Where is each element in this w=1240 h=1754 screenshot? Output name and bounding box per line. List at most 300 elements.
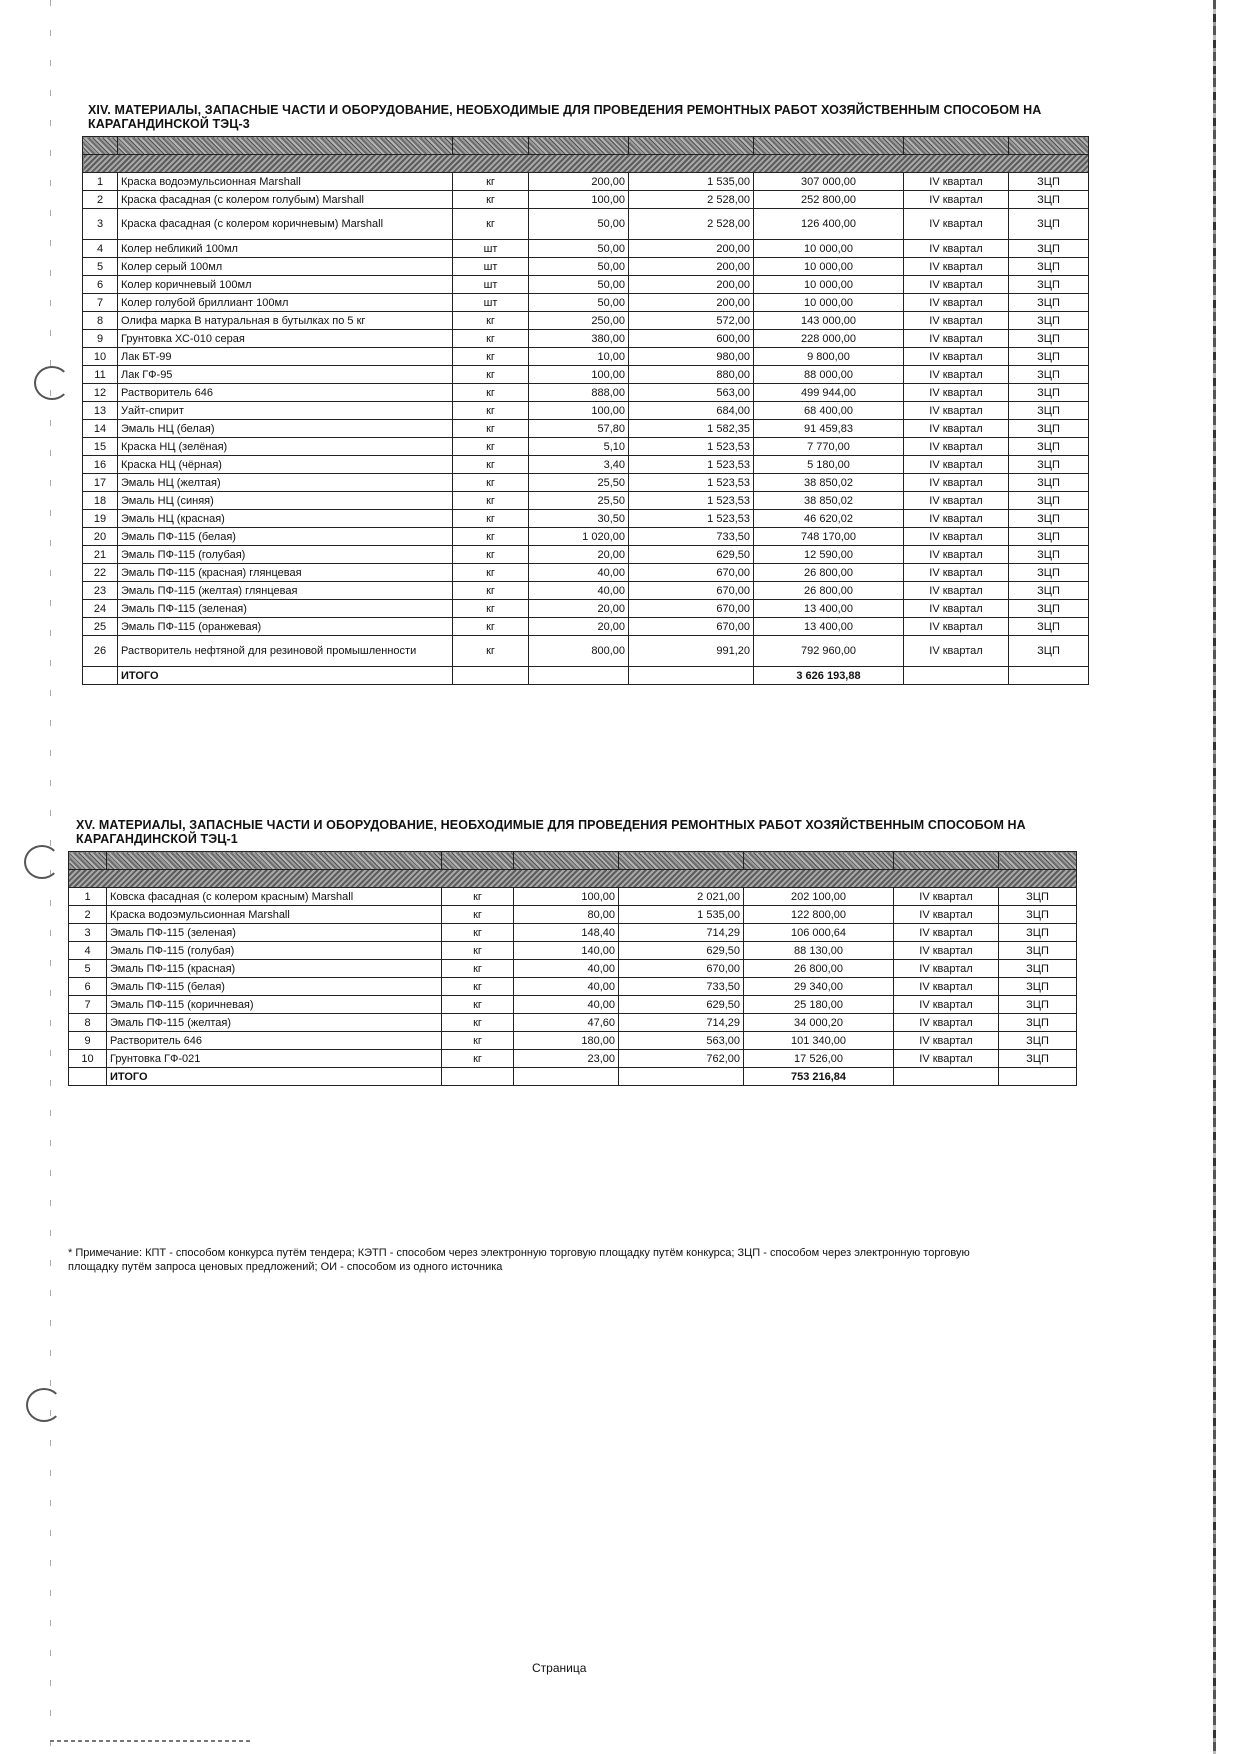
quantity: 20,00 bbox=[529, 600, 629, 618]
table-row bbox=[83, 510, 1089, 528]
table-row bbox=[83, 618, 1089, 636]
unit-price: 762,00 bbox=[619, 1050, 744, 1068]
quantity: 47,60 bbox=[514, 1014, 619, 1032]
amount: 307 000,00 bbox=[754, 173, 904, 191]
procurement-method: ЗЦП bbox=[1009, 528, 1089, 546]
section-14-total-value: 3 626 193,88 bbox=[754, 667, 904, 685]
section-15-group-row bbox=[69, 870, 1077, 888]
item-name: Эмаль ПФ-115 (белая) bbox=[118, 528, 453, 546]
unit-price: 880,00 bbox=[629, 366, 754, 384]
amount: 202 100,00 bbox=[744, 888, 894, 906]
quantity: 40,00 bbox=[514, 960, 619, 978]
table-row bbox=[69, 1014, 1077, 1032]
quantity: 800,00 bbox=[529, 636, 629, 667]
procurement-method: ЗЦП bbox=[1009, 618, 1089, 636]
amount: 7 770,00 bbox=[754, 438, 904, 456]
unit-price: 991,20 bbox=[629, 636, 754, 667]
quantity: 50,00 bbox=[529, 258, 629, 276]
item-name: Эмаль ПФ-115 (зеленая) bbox=[118, 600, 453, 618]
table-row bbox=[83, 438, 1089, 456]
unit: кг bbox=[453, 420, 529, 438]
item-name: Колер серый 100мл bbox=[118, 258, 453, 276]
quantity: 40,00 bbox=[529, 564, 629, 582]
quantity: 30,50 bbox=[529, 510, 629, 528]
unit: кг bbox=[453, 546, 529, 564]
procurement-method: ЗЦП bbox=[1009, 564, 1089, 582]
table-row bbox=[83, 600, 1089, 618]
row-number: 2 bbox=[69, 906, 107, 924]
table-row bbox=[69, 924, 1077, 942]
unit-price: 629,50 bbox=[619, 942, 744, 960]
item-name: Эмаль ПФ-115 (голубая) bbox=[107, 942, 442, 960]
procurement-method: ЗЦП bbox=[999, 1014, 1077, 1032]
item-name: Уайт-спирит bbox=[118, 402, 453, 420]
unit: кг bbox=[453, 173, 529, 191]
period: IV квартал bbox=[904, 209, 1009, 240]
period: IV квартал bbox=[904, 366, 1009, 384]
quantity: 25,50 bbox=[529, 474, 629, 492]
period: IV квартал bbox=[904, 420, 1009, 438]
item-name: Эмаль НЦ (синяя) bbox=[118, 492, 453, 510]
table-row bbox=[69, 978, 1077, 996]
row-number: 6 bbox=[69, 978, 107, 996]
unit: кг bbox=[453, 636, 529, 667]
section-15-table bbox=[68, 851, 1077, 1086]
amount: 91 459,83 bbox=[754, 420, 904, 438]
table-row bbox=[83, 636, 1089, 667]
row-number: 2 bbox=[83, 191, 118, 209]
row-number: 8 bbox=[83, 312, 118, 330]
table-row bbox=[83, 348, 1089, 366]
unit-price: 1 523,53 bbox=[629, 456, 754, 474]
unit: кг bbox=[453, 474, 529, 492]
row-number: 9 bbox=[83, 330, 118, 348]
unit-price: 2 528,00 bbox=[629, 209, 754, 240]
unit: кг bbox=[442, 960, 514, 978]
procurement-method: ЗЦП bbox=[1009, 402, 1089, 420]
period: IV квартал bbox=[904, 600, 1009, 618]
row-number: 26 bbox=[83, 636, 118, 667]
quantity: 380,00 bbox=[529, 330, 629, 348]
page-footer: Страница bbox=[532, 1661, 587, 1675]
unit: кг bbox=[453, 492, 529, 510]
amount: 10 000,00 bbox=[754, 258, 904, 276]
unit-price: 2 528,00 bbox=[629, 191, 754, 209]
quantity: 20,00 bbox=[529, 546, 629, 564]
procurement-method: ЗЦП bbox=[1009, 258, 1089, 276]
section-15-total-label: ИТОГО bbox=[107, 1068, 442, 1086]
row-number: 4 bbox=[83, 240, 118, 258]
period: IV квартал bbox=[904, 456, 1009, 474]
unit: кг bbox=[453, 312, 529, 330]
amount: 68 400,00 bbox=[754, 402, 904, 420]
quantity: 57,80 bbox=[529, 420, 629, 438]
amount: 13 400,00 bbox=[754, 600, 904, 618]
period: IV квартал bbox=[904, 240, 1009, 258]
period: IV квартал bbox=[904, 276, 1009, 294]
section-15-total-value: 753 216,84 bbox=[744, 1068, 894, 1086]
unit-price: 563,00 bbox=[629, 384, 754, 402]
amount: 12 590,00 bbox=[754, 546, 904, 564]
procurement-method: ЗЦП bbox=[999, 960, 1077, 978]
unit-price: 733,50 bbox=[629, 528, 754, 546]
period: IV квартал bbox=[894, 924, 999, 942]
item-name: Эмаль НЦ (белая) bbox=[118, 420, 453, 438]
unit: кг bbox=[442, 888, 514, 906]
row-number: 22 bbox=[83, 564, 118, 582]
section-14-title: XIV. МАТЕРИАЛЫ, ЗАПАСНЫЕ ЧАСТИ И ОБОРУДОВАНИЕ, НЕОБХОДИМЫЕ ДЛЯ ПРОВЕДЕНИЯ РЕМОНТНЫХ РАБОТ ХОЗЯЙСТВЕННЫМ СПОСОБОМ НА КАРАГАНДИНСКОЙ ТЭЦ-3 bbox=[88, 103, 1042, 131]
section-14-group-row bbox=[83, 155, 1089, 173]
quantity: 50,00 bbox=[529, 294, 629, 312]
procurement-method: ЗЦП bbox=[999, 996, 1077, 1014]
period: IV квартал bbox=[904, 636, 1009, 667]
unit: кг bbox=[442, 1014, 514, 1032]
unit: кг bbox=[442, 996, 514, 1014]
procurement-method: ЗЦП bbox=[999, 888, 1077, 906]
item-name: Эмаль ПФ-115 (красная) bbox=[107, 960, 442, 978]
table-row bbox=[83, 546, 1089, 564]
period: IV квартал bbox=[894, 1032, 999, 1050]
amount: 122 800,00 bbox=[744, 906, 894, 924]
period: IV квартал bbox=[904, 173, 1009, 191]
table-row bbox=[69, 906, 1077, 924]
period: IV квартал bbox=[904, 348, 1009, 366]
unit-price: 1 535,00 bbox=[629, 173, 754, 191]
table-row bbox=[69, 1032, 1077, 1050]
row-number: 5 bbox=[69, 960, 107, 978]
item-name: Краска водоэмульсионная Marshall bbox=[118, 173, 453, 191]
table-row bbox=[83, 209, 1089, 240]
unit: кг bbox=[453, 618, 529, 636]
amount: 5 180,00 bbox=[754, 456, 904, 474]
item-name: Эмаль ПФ-115 (белая) bbox=[107, 978, 442, 996]
unit-price: 629,50 bbox=[629, 546, 754, 564]
procurement-method: ЗЦП bbox=[1009, 209, 1089, 240]
quantity: 888,00 bbox=[529, 384, 629, 402]
row-number: 9 bbox=[69, 1032, 107, 1050]
unit: кг bbox=[453, 402, 529, 420]
table-row bbox=[83, 366, 1089, 384]
row-number: 15 bbox=[83, 438, 118, 456]
period: IV квартал bbox=[904, 492, 1009, 510]
row-number: 3 bbox=[69, 924, 107, 942]
unit: кг bbox=[453, 582, 529, 600]
amount: 101 340,00 bbox=[744, 1032, 894, 1050]
amount: 17 526,00 bbox=[744, 1050, 894, 1068]
amount: 26 800,00 bbox=[744, 960, 894, 978]
table-row bbox=[69, 942, 1077, 960]
row-number: 19 bbox=[83, 510, 118, 528]
unit-price: 2 021,00 bbox=[619, 888, 744, 906]
period: IV квартал bbox=[904, 191, 1009, 209]
unit-price: 1 523,53 bbox=[629, 474, 754, 492]
item-name: Краска НЦ (зелёная) bbox=[118, 438, 453, 456]
procurement-method: ЗЦП bbox=[1009, 173, 1089, 191]
table-row bbox=[69, 996, 1077, 1014]
table-row bbox=[83, 258, 1089, 276]
unit: кг bbox=[453, 366, 529, 384]
period: IV квартал bbox=[894, 960, 999, 978]
item-name: Эмаль НЦ (желтая) bbox=[118, 474, 453, 492]
amount: 10 000,00 bbox=[754, 240, 904, 258]
item-name: Эмаль ПФ-115 (красная) глянцевая bbox=[118, 564, 453, 582]
unit-price: 670,00 bbox=[629, 582, 754, 600]
amount: 29 340,00 bbox=[744, 978, 894, 996]
amount: 34 000,20 bbox=[744, 1014, 894, 1032]
quantity: 40,00 bbox=[514, 978, 619, 996]
amount: 499 944,00 bbox=[754, 384, 904, 402]
row-number: 25 bbox=[83, 618, 118, 636]
period: IV квартал bbox=[894, 978, 999, 996]
unit-price: 670,00 bbox=[629, 618, 754, 636]
footnote: * Примечание: КПТ - способом конкурса путём тендера; КЭТП - способом через электронную торговую площадку путём конкурса; ЗЦП - способом через электронную торговую площадку путём запроса ценовых предложений; ОИ - способом из одного источника bbox=[68, 1247, 970, 1273]
row-number: 20 bbox=[83, 528, 118, 546]
table-row bbox=[83, 564, 1089, 582]
item-name: Грунтовка ГФ-021 bbox=[107, 1050, 442, 1068]
quantity: 50,00 bbox=[529, 276, 629, 294]
section-14-header-row bbox=[83, 137, 1089, 155]
item-name: Эмаль ПФ-115 (коричневая) bbox=[107, 996, 442, 1014]
row-number: 8 bbox=[69, 1014, 107, 1032]
amount: 26 800,00 bbox=[754, 564, 904, 582]
unit-price: 684,00 bbox=[629, 402, 754, 420]
item-name: Растворитель 646 bbox=[118, 384, 453, 402]
row-number: 16 bbox=[83, 456, 118, 474]
item-name: Грунтовка ХС-010 серая bbox=[118, 330, 453, 348]
procurement-method: ЗЦП bbox=[1009, 276, 1089, 294]
amount: 143 000,00 bbox=[754, 312, 904, 330]
amount: 88 130,00 bbox=[744, 942, 894, 960]
period: IV квартал bbox=[904, 582, 1009, 600]
table-row bbox=[83, 276, 1089, 294]
unit-price: 200,00 bbox=[629, 294, 754, 312]
procurement-method: ЗЦП bbox=[999, 942, 1077, 960]
item-name: Лак БТ-99 bbox=[118, 348, 453, 366]
amount: 38 850,02 bbox=[754, 492, 904, 510]
quantity: 5,10 bbox=[529, 438, 629, 456]
row-number: 11 bbox=[83, 366, 118, 384]
unit: кг bbox=[453, 456, 529, 474]
procurement-method: ЗЦП bbox=[1009, 384, 1089, 402]
unit-price: 563,00 bbox=[619, 1032, 744, 1050]
procurement-method: ЗЦП bbox=[1009, 240, 1089, 258]
row-number: 14 bbox=[83, 420, 118, 438]
procurement-method: ЗЦП bbox=[999, 906, 1077, 924]
quantity: 100,00 bbox=[529, 366, 629, 384]
unit: кг bbox=[453, 330, 529, 348]
unit-price: 1 523,53 bbox=[629, 438, 754, 456]
amount: 9 800,00 bbox=[754, 348, 904, 366]
section-14-total-row bbox=[83, 667, 1089, 685]
unit-price: 200,00 bbox=[629, 240, 754, 258]
procurement-method: ЗЦП bbox=[1009, 438, 1089, 456]
scan-edge-right bbox=[1213, 0, 1216, 1754]
quantity: 200,00 bbox=[529, 173, 629, 191]
quantity: 50,00 bbox=[529, 209, 629, 240]
period: IV квартал bbox=[904, 510, 1009, 528]
table-row bbox=[83, 173, 1089, 191]
item-name: Растворитель 646 bbox=[107, 1032, 442, 1050]
unit: кг bbox=[442, 1032, 514, 1050]
unit: шт bbox=[453, 276, 529, 294]
row-number: 4 bbox=[69, 942, 107, 960]
table-row bbox=[83, 492, 1089, 510]
punch-hole-mark bbox=[34, 366, 70, 400]
unit-price: 600,00 bbox=[629, 330, 754, 348]
unit: кг bbox=[442, 978, 514, 996]
punch-hole-mark bbox=[26, 1388, 62, 1422]
quantity: 250,00 bbox=[529, 312, 629, 330]
unit-price: 733,50 bbox=[619, 978, 744, 996]
table-row bbox=[69, 1050, 1077, 1068]
section-14-total-label: ИТОГО bbox=[118, 667, 453, 685]
procurement-method: ЗЦП bbox=[1009, 636, 1089, 667]
amount: 126 400,00 bbox=[754, 209, 904, 240]
amount: 26 800,00 bbox=[754, 582, 904, 600]
quantity: 80,00 bbox=[514, 906, 619, 924]
item-name: Олифа марка В натуральная в бутылках по 5 кг bbox=[118, 312, 453, 330]
row-number: 12 bbox=[83, 384, 118, 402]
unit: кг bbox=[453, 600, 529, 618]
period: IV квартал bbox=[894, 888, 999, 906]
procurement-method: ЗЦП bbox=[1009, 492, 1089, 510]
period: IV квартал bbox=[894, 942, 999, 960]
item-name: Эмаль ПФ-115 (желтая) глянцевая bbox=[118, 582, 453, 600]
table-row bbox=[83, 474, 1089, 492]
item-name: Колер голубой бриллиант 100мл bbox=[118, 294, 453, 312]
quantity: 40,00 bbox=[529, 582, 629, 600]
table-row bbox=[83, 384, 1089, 402]
unit-price: 1 535,00 bbox=[619, 906, 744, 924]
table-row bbox=[83, 420, 1089, 438]
unit-price: 670,00 bbox=[629, 600, 754, 618]
quantity: 40,00 bbox=[514, 996, 619, 1014]
period: IV квартал bbox=[904, 402, 1009, 420]
table-row bbox=[83, 191, 1089, 209]
unit-price: 1 523,53 bbox=[629, 492, 754, 510]
unit: кг bbox=[453, 528, 529, 546]
procurement-method: ЗЦП bbox=[1009, 330, 1089, 348]
quantity: 25,50 bbox=[529, 492, 629, 510]
quantity: 50,00 bbox=[529, 240, 629, 258]
period: IV квартал bbox=[904, 294, 1009, 312]
period: IV квартал bbox=[904, 330, 1009, 348]
row-number: 7 bbox=[69, 996, 107, 1014]
procurement-method: ЗЦП bbox=[1009, 312, 1089, 330]
punch-hole-mark bbox=[24, 845, 60, 879]
procurement-method: ЗЦП bbox=[1009, 191, 1089, 209]
quantity: 3,40 bbox=[529, 456, 629, 474]
row-number: 3 bbox=[83, 209, 118, 240]
table-row bbox=[83, 402, 1089, 420]
scan-artifact-bottom bbox=[50, 1740, 250, 1742]
unit-price: 714,29 bbox=[619, 1014, 744, 1032]
period: IV квартал bbox=[904, 528, 1009, 546]
item-name: Краска фасадная (с колером коричневым) Marshall bbox=[118, 209, 453, 240]
row-number: 10 bbox=[69, 1050, 107, 1068]
period: IV квартал bbox=[894, 996, 999, 1014]
unit-price: 200,00 bbox=[629, 258, 754, 276]
amount: 38 850,02 bbox=[754, 474, 904, 492]
table-row bbox=[83, 528, 1089, 546]
unit: шт bbox=[453, 294, 529, 312]
amount: 10 000,00 bbox=[754, 276, 904, 294]
table-row bbox=[69, 960, 1077, 978]
row-number: 13 bbox=[83, 402, 118, 420]
unit: кг bbox=[453, 564, 529, 582]
quantity: 180,00 bbox=[514, 1032, 619, 1050]
amount: 106 000,64 bbox=[744, 924, 894, 942]
quantity: 10,00 bbox=[529, 348, 629, 366]
period: IV квартал bbox=[904, 258, 1009, 276]
unit-price: 1 582,35 bbox=[629, 420, 754, 438]
section-15-title: XV. МАТЕРИАЛЫ, ЗАПАСНЫЕ ЧАСТИ И ОБОРУДОВАНИЕ, НЕОБХОДИМЫЕ ДЛЯ ПРОВЕДЕНИЯ РЕМОНТНЫХ РАБОТ ХОЗЯЙСТВЕННЫМ СПОСОБОМ НА КАРАГАНДИНСКОЙ ТЭЦ-1 bbox=[76, 818, 1026, 846]
amount: 13 400,00 bbox=[754, 618, 904, 636]
unit-price: 670,00 bbox=[619, 960, 744, 978]
period: IV квартал bbox=[904, 618, 1009, 636]
table-row bbox=[83, 582, 1089, 600]
quantity: 148,40 bbox=[514, 924, 619, 942]
item-name: Эмаль ПФ-115 (желтая) bbox=[107, 1014, 442, 1032]
procurement-method: ЗЦП bbox=[999, 924, 1077, 942]
unit-price: 670,00 bbox=[629, 564, 754, 582]
unit: кг bbox=[453, 191, 529, 209]
item-name: Растворитель нефтяной для резиновой промышленности bbox=[118, 636, 453, 667]
table-row bbox=[83, 240, 1089, 258]
row-number: 1 bbox=[83, 173, 118, 191]
unit: кг bbox=[442, 1050, 514, 1068]
table-row bbox=[83, 330, 1089, 348]
item-name: Колер коричневый 100мл bbox=[118, 276, 453, 294]
period: IV квартал bbox=[894, 1014, 999, 1032]
item-name: Краска НЦ (чёрная) bbox=[118, 456, 453, 474]
unit-price: 629,50 bbox=[619, 996, 744, 1014]
row-number: 1 bbox=[69, 888, 107, 906]
amount: 748 170,00 bbox=[754, 528, 904, 546]
row-number: 7 bbox=[83, 294, 118, 312]
unit-price: 200,00 bbox=[629, 276, 754, 294]
quantity: 100,00 bbox=[529, 402, 629, 420]
unit: кг bbox=[453, 510, 529, 528]
row-number: 10 bbox=[83, 348, 118, 366]
quantity: 140,00 bbox=[514, 942, 619, 960]
item-name: Колер небликий 100мл bbox=[118, 240, 453, 258]
unit-price: 1 523,53 bbox=[629, 510, 754, 528]
procurement-method: ЗЦП bbox=[1009, 474, 1089, 492]
item-name: Лак ГФ-95 bbox=[118, 366, 453, 384]
quantity: 100,00 bbox=[529, 191, 629, 209]
procurement-method: ЗЦП bbox=[999, 1032, 1077, 1050]
procurement-method: ЗЦП bbox=[1009, 420, 1089, 438]
period: IV квартал bbox=[894, 1050, 999, 1068]
item-name: Эмаль ПФ-115 (зеленая) bbox=[107, 924, 442, 942]
unit: кг bbox=[442, 906, 514, 924]
row-number: 21 bbox=[83, 546, 118, 564]
unit: кг bbox=[453, 438, 529, 456]
item-name: Эмаль ПФ-115 (голубая) bbox=[118, 546, 453, 564]
item-name: Эмаль ПФ-115 (оранжевая) bbox=[118, 618, 453, 636]
period: IV квартал bbox=[904, 312, 1009, 330]
row-number: 5 bbox=[83, 258, 118, 276]
item-name: Краска фасадная (с колером голубым) Marshall bbox=[118, 191, 453, 209]
item-name: Ковска фасадная (с колером красным) Marshall bbox=[107, 888, 442, 906]
procurement-method: ЗЦП bbox=[1009, 510, 1089, 528]
procurement-method: ЗЦП bbox=[1009, 456, 1089, 474]
table-row bbox=[83, 294, 1089, 312]
table-row bbox=[69, 888, 1077, 906]
amount: 228 000,00 bbox=[754, 330, 904, 348]
amount: 25 180,00 bbox=[744, 996, 894, 1014]
